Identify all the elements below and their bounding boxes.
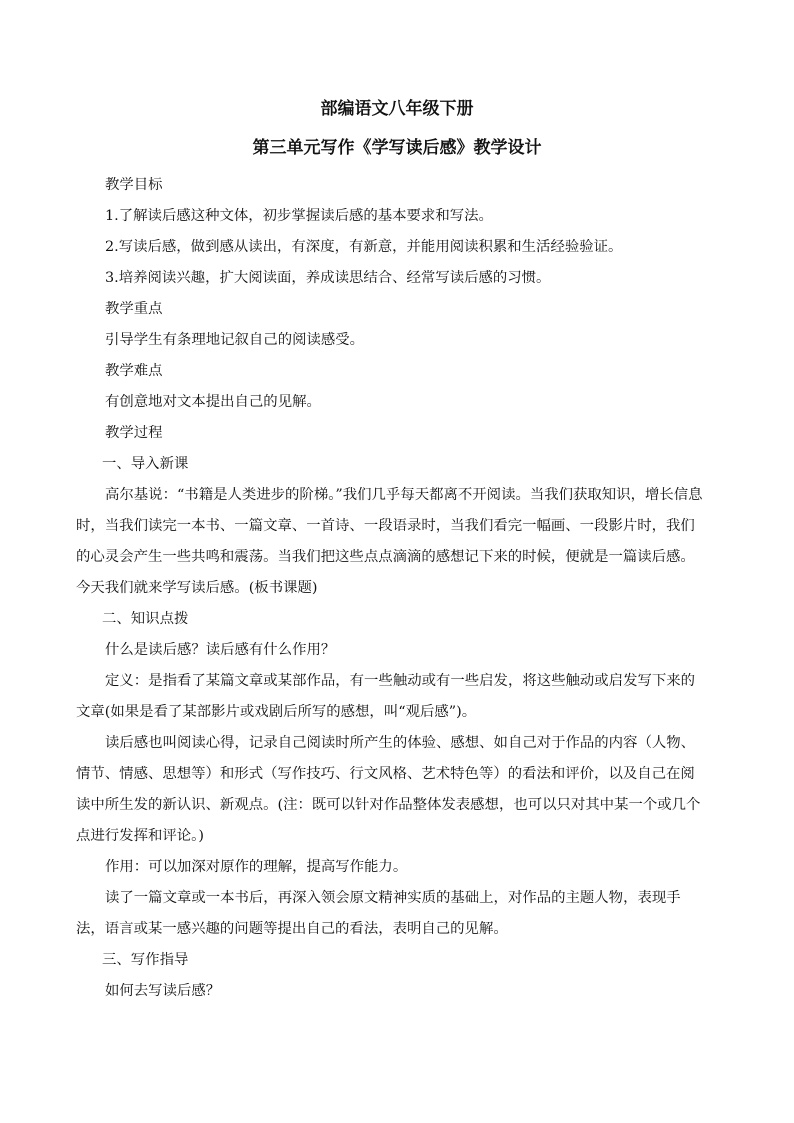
paragraph-method: 读了一篇文章或一本书后，再深入领会原文精神实质的基础上，对作品的主题人物，表现手法，语言或某一感兴趣的问题等提出自己的看法，表明自己的见解。 [76, 890, 681, 937]
document-subtitle: 第三单元写作《学写读后感》教学设计 [252, 138, 542, 158]
paragraph-intro: 高尔基说：“书籍是人类进步的阶梯。”我们几乎每天都离不开阅读。当我们获取知识，增长信息时，当我们读完一本书、一篇文章、一首诗、一段语录时，当我们看完一幅画、一段影片时，我们的心灵会产生一些共鸣和震荡。当我们把这些点点滴滴的感想记下来的时候，便就是一篇读后感。今天我们就来学写读后感。(板书课题) [76, 487, 703, 596]
paragraph-reading-notes: 读后感也叫阅读心得，记录自己阅读时所产生的体验、感想、如自己对于作品的内容（人物、情节、情感、思想等）和形式（写作技巧、行文风格、艺术特色等）的看法和评价，以及自己在阅读中所生发的新认识、新观点。(注：既可以针对作品整体发表感想，也可以只对其中某一个或几个点进行发挥和评论。) [76, 735, 701, 844]
difficulties-text: 有创意地对文本提出自己的见解。 [105, 394, 321, 410]
section-2-heading: 二、知识点拨 [102, 611, 189, 627]
question-text: 什么是读后感？读后感有什么作用？ [105, 642, 336, 658]
goal-item-2: 2.写读后感，做到感从读出，有深度，有新意，并能用阅读积累和生活经验验证。 [105, 239, 623, 255]
document-title: 部编语文八年级下册 [320, 99, 474, 119]
heading-process: 教学过程 [105, 425, 163, 441]
paragraph-function: 作用：可以加深对原作的理解，提高写作能力。 [105, 859, 408, 875]
key-points-text: 引导学生有条理地记叙自己的阅读感受。 [105, 332, 365, 348]
goal-item-3: 3.培养阅读兴趣，扩大阅读面，养成读思结合、经常写读后感的习惯。 [105, 270, 551, 286]
section-1-heading: 一、导入新课 [102, 456, 189, 472]
paragraph-definition: 定义：是指看了某篇文章或某部作品，有一些触动或有一些启发，将这些触动或启发写下来的文章(如果是看了某部影片或戏剧后所写的感想，叫“观后感”)。 [76, 673, 696, 720]
question-how-to-write: 如何去写读后感？ [105, 983, 221, 999]
document-body [76, 170, 709, 1007]
heading-key-points: 教学重点 [105, 301, 163, 317]
heading-teaching-goals: 教学目标 [105, 177, 163, 193]
heading-difficulties: 教学难点 [105, 363, 163, 379]
goal-item-1: 1.了解读后感这种文体，初步掌握读后感的基本要求和写法。 [105, 208, 493, 224]
section-3-heading: 三、写作指导 [102, 952, 189, 968]
